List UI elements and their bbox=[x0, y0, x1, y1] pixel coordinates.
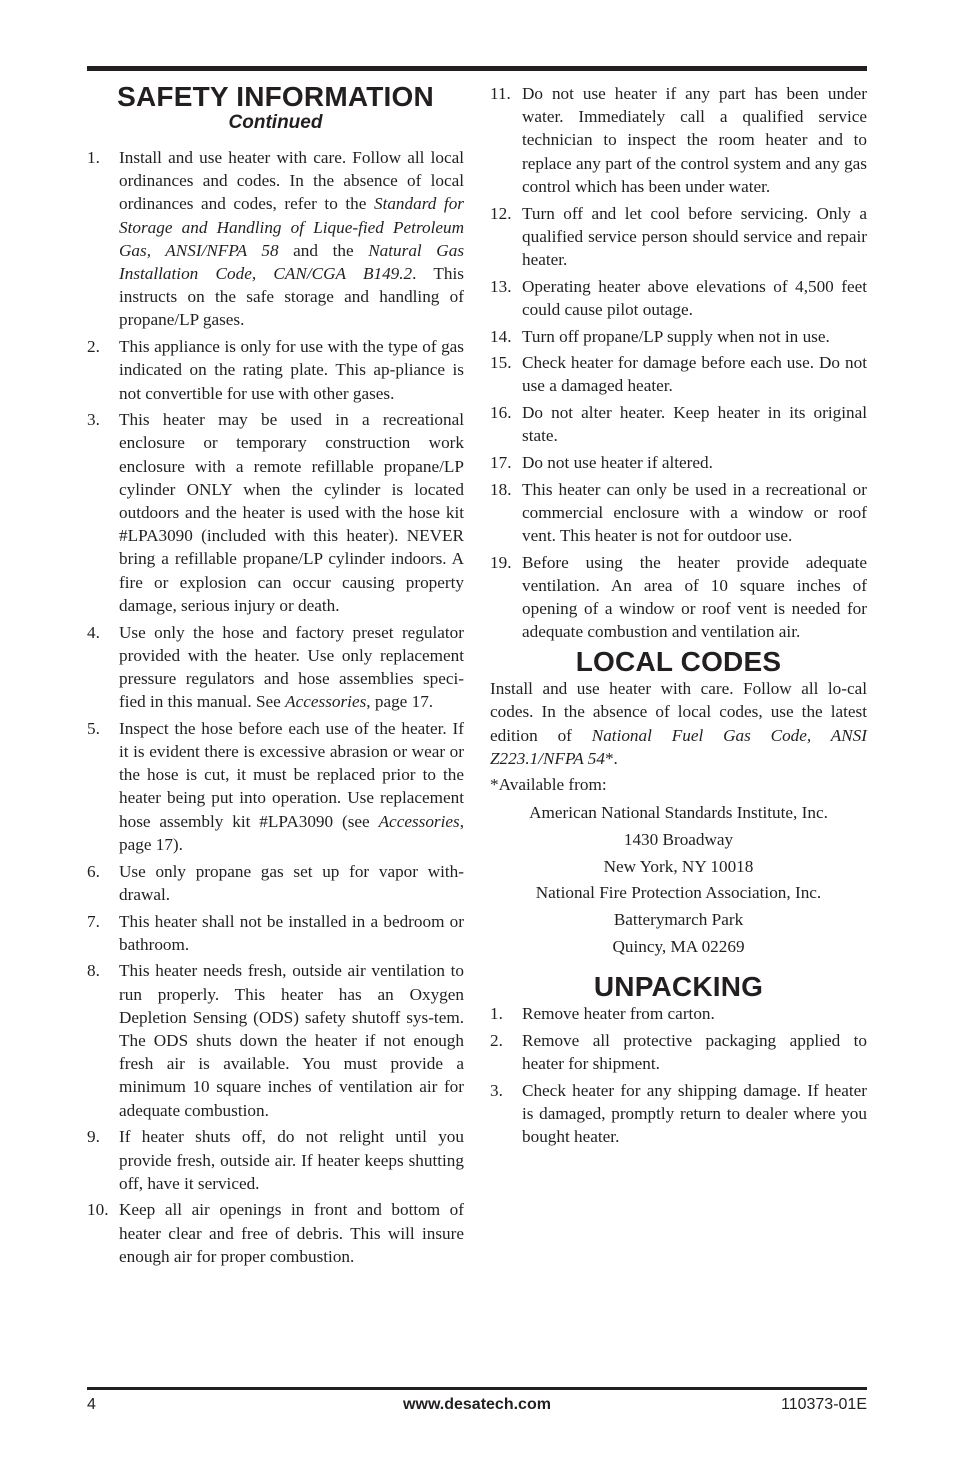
safety-item bbox=[490, 351, 867, 397]
item-number: 18. bbox=[490, 479, 512, 499]
item-text: Remove heater from carton. bbox=[522, 1004, 715, 1024]
left-column bbox=[87, 82, 464, 1272]
item-number: 19. bbox=[490, 552, 512, 572]
item-number: 1. bbox=[490, 1004, 503, 1024]
item-number: 9. bbox=[87, 1127, 100, 1147]
section-title-safety: SAFETY INFORMATION bbox=[117, 81, 434, 112]
item-text: Do not alter heater. Keep heater in its original state. bbox=[522, 403, 867, 446]
item-number: 15. bbox=[490, 353, 512, 373]
safety-item bbox=[87, 717, 464, 856]
safety-item bbox=[87, 621, 464, 714]
safety-item bbox=[87, 146, 464, 332]
safety-item bbox=[87, 860, 464, 906]
item-text: Before using the heater provide adequate ventilation. An area of 10 square inches of opening of a window or roof vent is needed for adequate combustion and ventilation air. bbox=[522, 552, 867, 642]
safety-list-part-1 bbox=[87, 146, 464, 1268]
address-block bbox=[490, 800, 867, 960]
safety-item bbox=[490, 325, 867, 348]
safety-item bbox=[490, 275, 867, 321]
safety-item bbox=[490, 451, 867, 474]
item-number: 5. bbox=[87, 718, 100, 738]
page-number: 4 bbox=[87, 1396, 96, 1413]
item-number: 4. bbox=[87, 622, 100, 642]
item-number: 8. bbox=[87, 961, 100, 981]
item-number: 13. bbox=[490, 276, 512, 296]
item-text: Use only the hose and factory preset regulator provided with the heater. Use only replacement pressure regulators and hose assemblies speci-fied in this manual. See Accessories, page 17. bbox=[119, 622, 464, 712]
safety-item bbox=[87, 1125, 464, 1195]
address-line: American National Standards Institute, Inc. bbox=[529, 803, 828, 823]
item-text: Remove all protective packaging applied to heater for shipment. bbox=[522, 1031, 867, 1074]
bottom-rule bbox=[87, 1387, 867, 1390]
item-number: 7. bbox=[87, 911, 100, 931]
safety-item bbox=[490, 202, 867, 272]
item-text: Check heater for any shipping damage. If heater is damaged, promptly return to dealer where you bought heater. bbox=[522, 1081, 867, 1147]
local-codes-intro: Install and use heater with care. Follow all lo-cal codes. In the absence of local codes, use the latest edition of National Fuel Gas Code, ANSI Z223.1/NFPA 54*. bbox=[490, 679, 867, 768]
item-number: 10. bbox=[87, 1200, 109, 1220]
item-number: 1. bbox=[87, 148, 100, 167]
unpacking-list bbox=[490, 1002, 867, 1148]
top-rule bbox=[87, 66, 867, 71]
right-column bbox=[490, 82, 867, 1152]
item-number: 2. bbox=[87, 337, 100, 357]
unpacking-item bbox=[490, 1029, 867, 1075]
safety-item bbox=[87, 335, 464, 405]
item-text: This heater may be used in a recreational enclosure or temporary construction work enclosure with a remote refillable propane/LP cylinder ONLY when the cylinder is located outdoors and the heater is used with the hose kit #LPA3090 (included with this heater). NEVER bring a refillable propane/LP cylinder indoors. A fire or explosion can occur causing property damage, serious injury or death. bbox=[119, 410, 464, 615]
item-text: This appliance is only for use with the type of gas indicated on the rating plate. This ap-pliance is not convertible for use with other gases. bbox=[119, 337, 464, 403]
safety-item bbox=[490, 401, 867, 447]
website-link[interactable]: www.desatech.com bbox=[403, 1396, 551, 1413]
item-text: Operating heater above elevations of 4,500 feet could cause pilot outage. bbox=[522, 276, 867, 319]
item-number: 12. bbox=[490, 203, 512, 223]
safety-item bbox=[490, 478, 867, 548]
item-text: Check heater for damage before each use. Do not use a damaged heater. bbox=[522, 353, 867, 396]
item-text: Inspect the hose before each use of the heater. If it is evident there is excessive abrasion or wear or the hose is cut, it must be replaced prior to the heater being put into operation. Use replacement hose assembly kit #LPA3090 (see Accessories, page 17). bbox=[119, 718, 464, 854]
unpacking-item bbox=[490, 1079, 867, 1149]
address-line: National Fire Protection Association, Inc. bbox=[535, 883, 822, 903]
section-title-local-codes: LOCAL CODES bbox=[575, 646, 782, 678]
item-text: Do not use heater if altered. bbox=[522, 453, 713, 473]
address-line: 1430 Broadway bbox=[623, 829, 734, 849]
safety-item bbox=[87, 959, 464, 1121]
safety-list-part-2 bbox=[490, 82, 867, 644]
unpacking-item bbox=[490, 1002, 867, 1025]
item-text: Turn off propane/LP supply when not in use. bbox=[522, 326, 830, 346]
available-from-label: *Available from: bbox=[490, 775, 607, 795]
item-text: Keep all air openings in front and bottom of heater clear and free of debris. This will insure enough air for proper combustion. bbox=[119, 1200, 464, 1266]
section-subtitle-continued: Continued bbox=[228, 112, 323, 133]
item-text: This heater shall not be installed in a bedroom or bathroom. bbox=[119, 911, 464, 954]
item-text: If heater shuts off, do not relight until you provide fresh, outside air. If heater keeps shutting off, have it serviced. bbox=[119, 1127, 464, 1193]
safety-item bbox=[490, 82, 867, 198]
document-code: 110373-01E bbox=[781, 1396, 867, 1413]
safety-item bbox=[87, 1198, 464, 1268]
item-number: 11. bbox=[490, 84, 511, 103]
item-number: 3. bbox=[490, 1081, 503, 1101]
safety-item bbox=[87, 910, 464, 956]
item-number: 17. bbox=[490, 453, 512, 473]
item-text: Install and use heater with care. Follow all local ordinances and codes. In the absence of local ordinances and codes, refer to the Standard for Storage and Handling of Lique-fied Petroleum Gas, ANSI/NFPA 58 and the Natural Gas Installation Code, CAN/CGA B149.2. This instructs on the safe storage and handling of propane/LP gases. bbox=[119, 148, 465, 330]
item-number: 2. bbox=[490, 1031, 503, 1051]
item-text: This heater can only be used in a recreational or commercial enclosure with a window or roof vent. This heater is not for outdoor use. bbox=[522, 479, 867, 546]
item-text: Do not use heater if any part has been under water. Immediately call a qualified service technician to inspect the room heater and to replace any part of the control system and any gas control which has been under water. bbox=[522, 84, 867, 196]
safety-item bbox=[87, 408, 464, 617]
item-number: 16. bbox=[490, 403, 512, 423]
address-line: New York, NY 10018 bbox=[603, 856, 754, 876]
safety-item bbox=[490, 551, 867, 644]
item-number: 6. bbox=[87, 861, 100, 881]
item-text: This heater needs fresh, outside air ventilation to run properly. This heater has an Oxygen Depletion Sensing (ODS) safety shutoff sys-tem. The ODS shuts down the heater if not enough fresh air is available. You must provide a minimum 10 square inches of ventilation air for adequate combustion. bbox=[119, 961, 464, 1120]
item-number: 3. bbox=[87, 410, 100, 430]
item-text: Turn off and let cool before servicing. Only a qualified service person should service and repair heater. bbox=[522, 203, 867, 269]
address-line: Quincy, MA 02269 bbox=[612, 936, 745, 956]
section-title-unpacking: UNPACKING bbox=[593, 971, 764, 1003]
address-line: Batterymarch Park bbox=[613, 910, 744, 929]
item-number: 14. bbox=[490, 326, 512, 346]
item-text: Use only propane gas set up for vapor with-drawal. bbox=[119, 861, 464, 904]
